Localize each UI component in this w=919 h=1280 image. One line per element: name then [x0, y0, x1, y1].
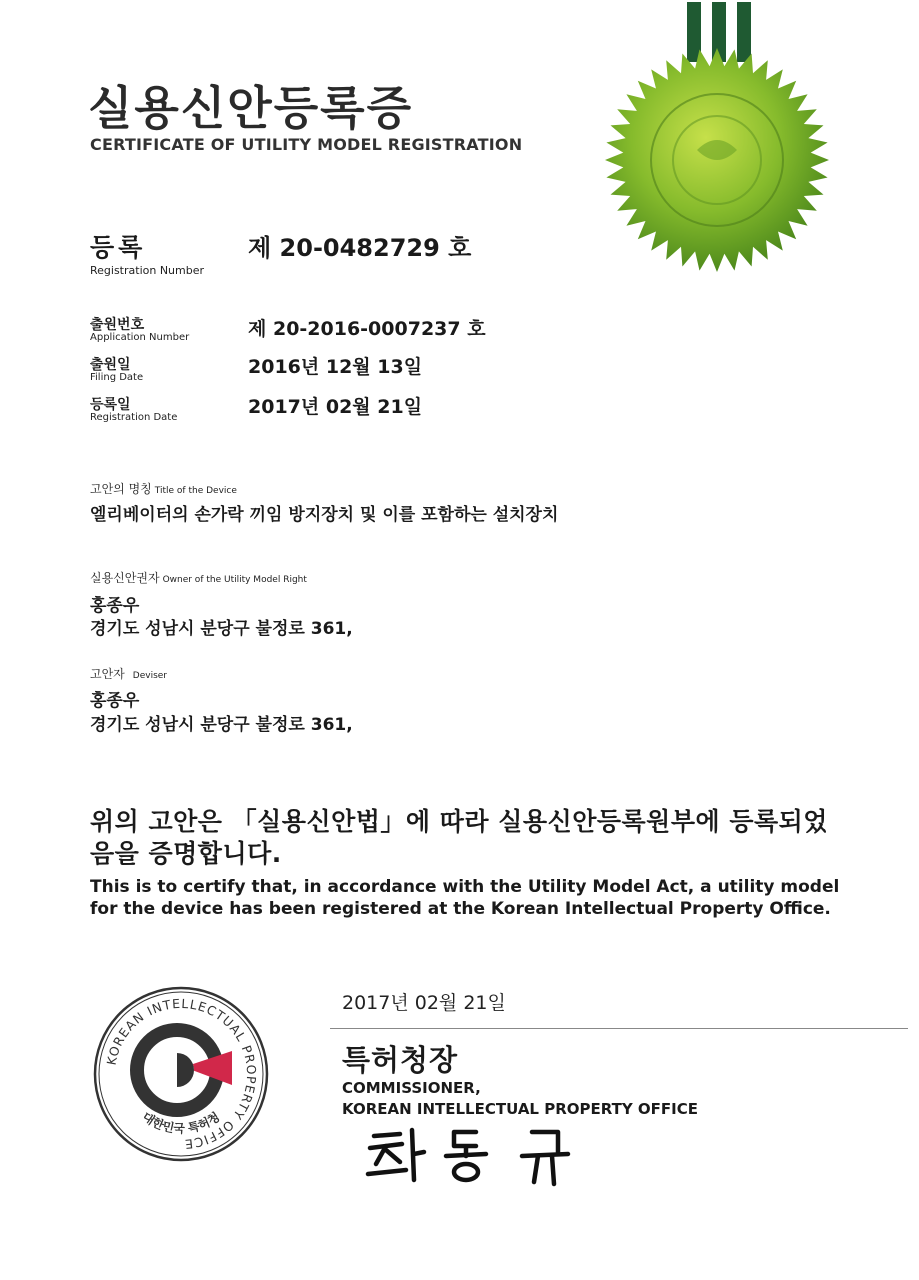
certification-statement-ko: 위의 고안은 「실용신안법」에 따라 실용신안등록원부에 등록되었음을 증명합니다. [90, 807, 828, 868]
device-title-label-ko: 고안의 명칭 [90, 482, 152, 496]
filing-date-value: 2016년 12월 13일 [248, 356, 423, 378]
registration-date-value: 2017년 02월 21일 [248, 396, 423, 418]
medal-seal-icon [602, 0, 842, 294]
commissioner-title-en [342, 1078, 698, 1120]
application-number-label-ko: 출원번호 [90, 317, 145, 333]
application-number-value: 제 20-2016-0007237 호 [248, 318, 486, 340]
certificate-title-en: CERTIFICATE OF UTILITY MODEL REGISTRATION [90, 135, 523, 154]
owner-address: 경기도 성남시 분당구 불정로 361, [90, 619, 353, 639]
commissioner-title-ko: 특허청장 [342, 1043, 459, 1077]
deviser-name: 홍종우 [90, 691, 140, 711]
kipo-seal-icon [92, 985, 270, 1167]
commissioner-signature [362, 1122, 602, 1196]
device-title-label [90, 480, 237, 497]
registration-number: 제 20-0482729 호 [248, 234, 472, 262]
owner-label-en: Owner of the Utility Model Right [162, 575, 307, 585]
filing-date-label-ko: 출원일 [90, 357, 131, 373]
registration-date-label-en: Registration Date [90, 412, 178, 423]
deviser-label-ko: 고안자 [90, 667, 125, 681]
issue-date: 2017년 02월 21일 [342, 992, 506, 1014]
registration-label-en: Registration Number [90, 264, 205, 277]
certification-statement-en: This is to certify that, in accordance with the Utility Model Act, a utility model for the device has been registered at the Korean Intellectual Property Office. [90, 877, 840, 919]
application-number-label-en: Application Number [90, 332, 190, 343]
seal-ring-text: KOREAN INTELLECTUAL PROPERTY OFFICE [103, 995, 260, 1153]
deviser-label [90, 665, 167, 682]
signature-rule [330, 1028, 908, 1029]
registration-label-ko: 등록 [90, 233, 147, 262]
filing-date-label-en: Filing Date [90, 372, 144, 383]
commissioner-title-en-line2: KOREAN INTELLECTUAL PROPERTY OFFICE [342, 1100, 699, 1118]
seal-bottom-text: 대한민국 특허청 [139, 1109, 223, 1136]
device-title-label-en: Title of the Device [154, 486, 237, 496]
commissioner-title-en-line1: COMMISSIONER, [342, 1079, 481, 1097]
certificate-title-ko: 실용신안등록증 [88, 81, 414, 135]
deviser-address: 경기도 성남시 분당구 불정로 361, [90, 715, 353, 735]
device-title-value: 엘리베이터의 손가락 끼임 방지장치 및 이를 포함하는 설치장치 [90, 505, 559, 525]
deviser-label-en: Deviser [132, 671, 168, 681]
owner-label-ko: 실용신안권자 [90, 571, 160, 585]
registration-date-label-ko: 등록일 [90, 397, 131, 413]
owner-name: 홍종우 [90, 596, 140, 616]
owner-label [90, 569, 307, 586]
